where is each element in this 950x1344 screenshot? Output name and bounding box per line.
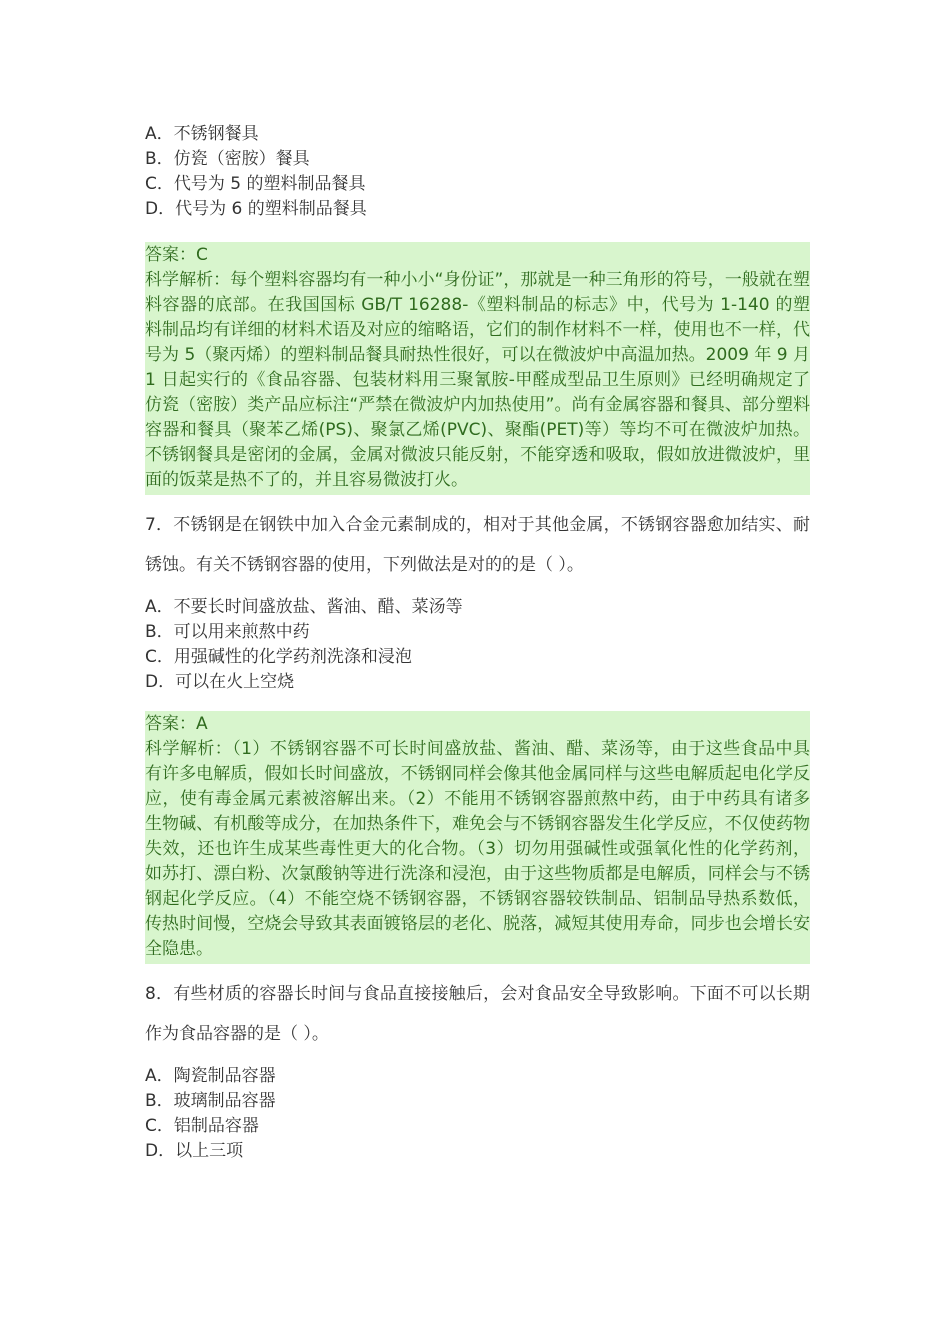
q7-answer: 答案：A xyxy=(145,714,208,734)
q8-option-d: D．以上三项 xyxy=(145,1141,244,1161)
q8-options xyxy=(145,1064,810,1164)
q7-analysis: 科学解析：（1）不锈钢容器不可长时间盛放盐、酱油、醋、菜汤等，由于这些食品中具有许多电解质，假如长时间盛放，不锈钢同样会像其他金属同样与这些电解质起电化学反应，使有毒金属元素被溶解出来。（2）不能用不锈钢容器煎熬中药，由于中药具有诸多生物碱、有机酸等成分，在加热条件下，难免会与不锈钢容器发生化学反应，不仅使药物失效，还也许生成某些毒性更大的化合物。（3）切勿用强碱性或强氧化性的化学药剂，如苏打、漂白粉、次氯酸钠等进行洗涤和浸泡，由于这些物质都是电解质，同样会与不锈钢起化学反应。（4）不能空烧不锈钢容器，不锈钢容器较铁制品、铝制品导热系数低，传热时间慢，空烧会导致其表面镀铬层的老化、脱落，减短其使用寿命，同步也会增长安全隐患。 xyxy=(145,739,810,959)
document-content xyxy=(145,122,810,1164)
q6-answer-box xyxy=(145,242,810,495)
q7-option-d: D．可以在火上空烧 xyxy=(145,672,295,692)
q6-analysis: 科学解析：每个塑料容器均有一种小小“身份证”，那就是一种三角形的符号，一般就在塑料容器的底部。在我国国标 GB/T 16288-《塑料制品的标志》中，代号为 1-140 的塑料制品均有详细的材料术语及对应的缩略语，它们的制作材料不一样，使用也不一样，代号为 5（聚丙烯）的塑料制品餐具耐热性很好，可以在微波炉中高温加热。2009 年 9 月 1 日起实行的《食品容器、包装材料用三聚氰胺-甲醛成型品卫生原则》已经明确规定了仿瓷（密胺）类产品应标注“严禁在微波炉内加热使用”。尚有金属容器和餐具、部分塑料容器和餐具（聚苯乙烯(PS)、聚氯乙烯(PVC)、聚酯(PET)等）等均不可在微波炉加热。不锈钢餐具是密闭的金属，金属对微波只能反射，不能穿透和吸取，假如放进微波炉，里面的饭菜是热不了的，并且容易微波打火。 xyxy=(145,270,810,490)
q6-option-c: C．代号为 5 的塑料制品餐具 xyxy=(145,174,366,194)
q7-option-a: A．不要长时间盛放盐、酱油、醋、菜汤等 xyxy=(145,597,463,617)
q6-answer: 答案：C xyxy=(145,245,208,265)
q8-option-a: A．陶瓷制品容器 xyxy=(145,1066,276,1086)
q7-options xyxy=(145,595,810,695)
q6-options xyxy=(145,122,810,222)
q8-question: 8．有些材质的容器长时间与食品直接接触后，会对食品安全导致影响。下面不可以长期作为食品容器的是（ ）。 xyxy=(145,984,810,1044)
q6-option-a: A．不锈钢餐具 xyxy=(145,124,259,144)
q7-option-c: C．用强碱性的化学药剂洗涤和浸泡 xyxy=(145,647,412,667)
q7-question: 7．不锈钢是在钢铁中加入合金元素制成的，相对于其他金属，不锈钢容器愈加结实、耐锈蚀。有关不锈钢容器的使用，下列做法是对的的是（ ）。 xyxy=(145,515,810,575)
q6-option-b: B．仿瓷（密胺）餐具 xyxy=(145,149,310,169)
q6-option-d: D．代号为 6 的塑料制品餐具 xyxy=(145,199,367,219)
q8-option-c: C．铝制品容器 xyxy=(145,1116,259,1136)
q8-option-b: B．玻璃制品容器 xyxy=(145,1091,276,1111)
q7-option-b: B．可以用来煎熬中药 xyxy=(145,622,310,642)
q7-answer-box xyxy=(145,711,810,964)
